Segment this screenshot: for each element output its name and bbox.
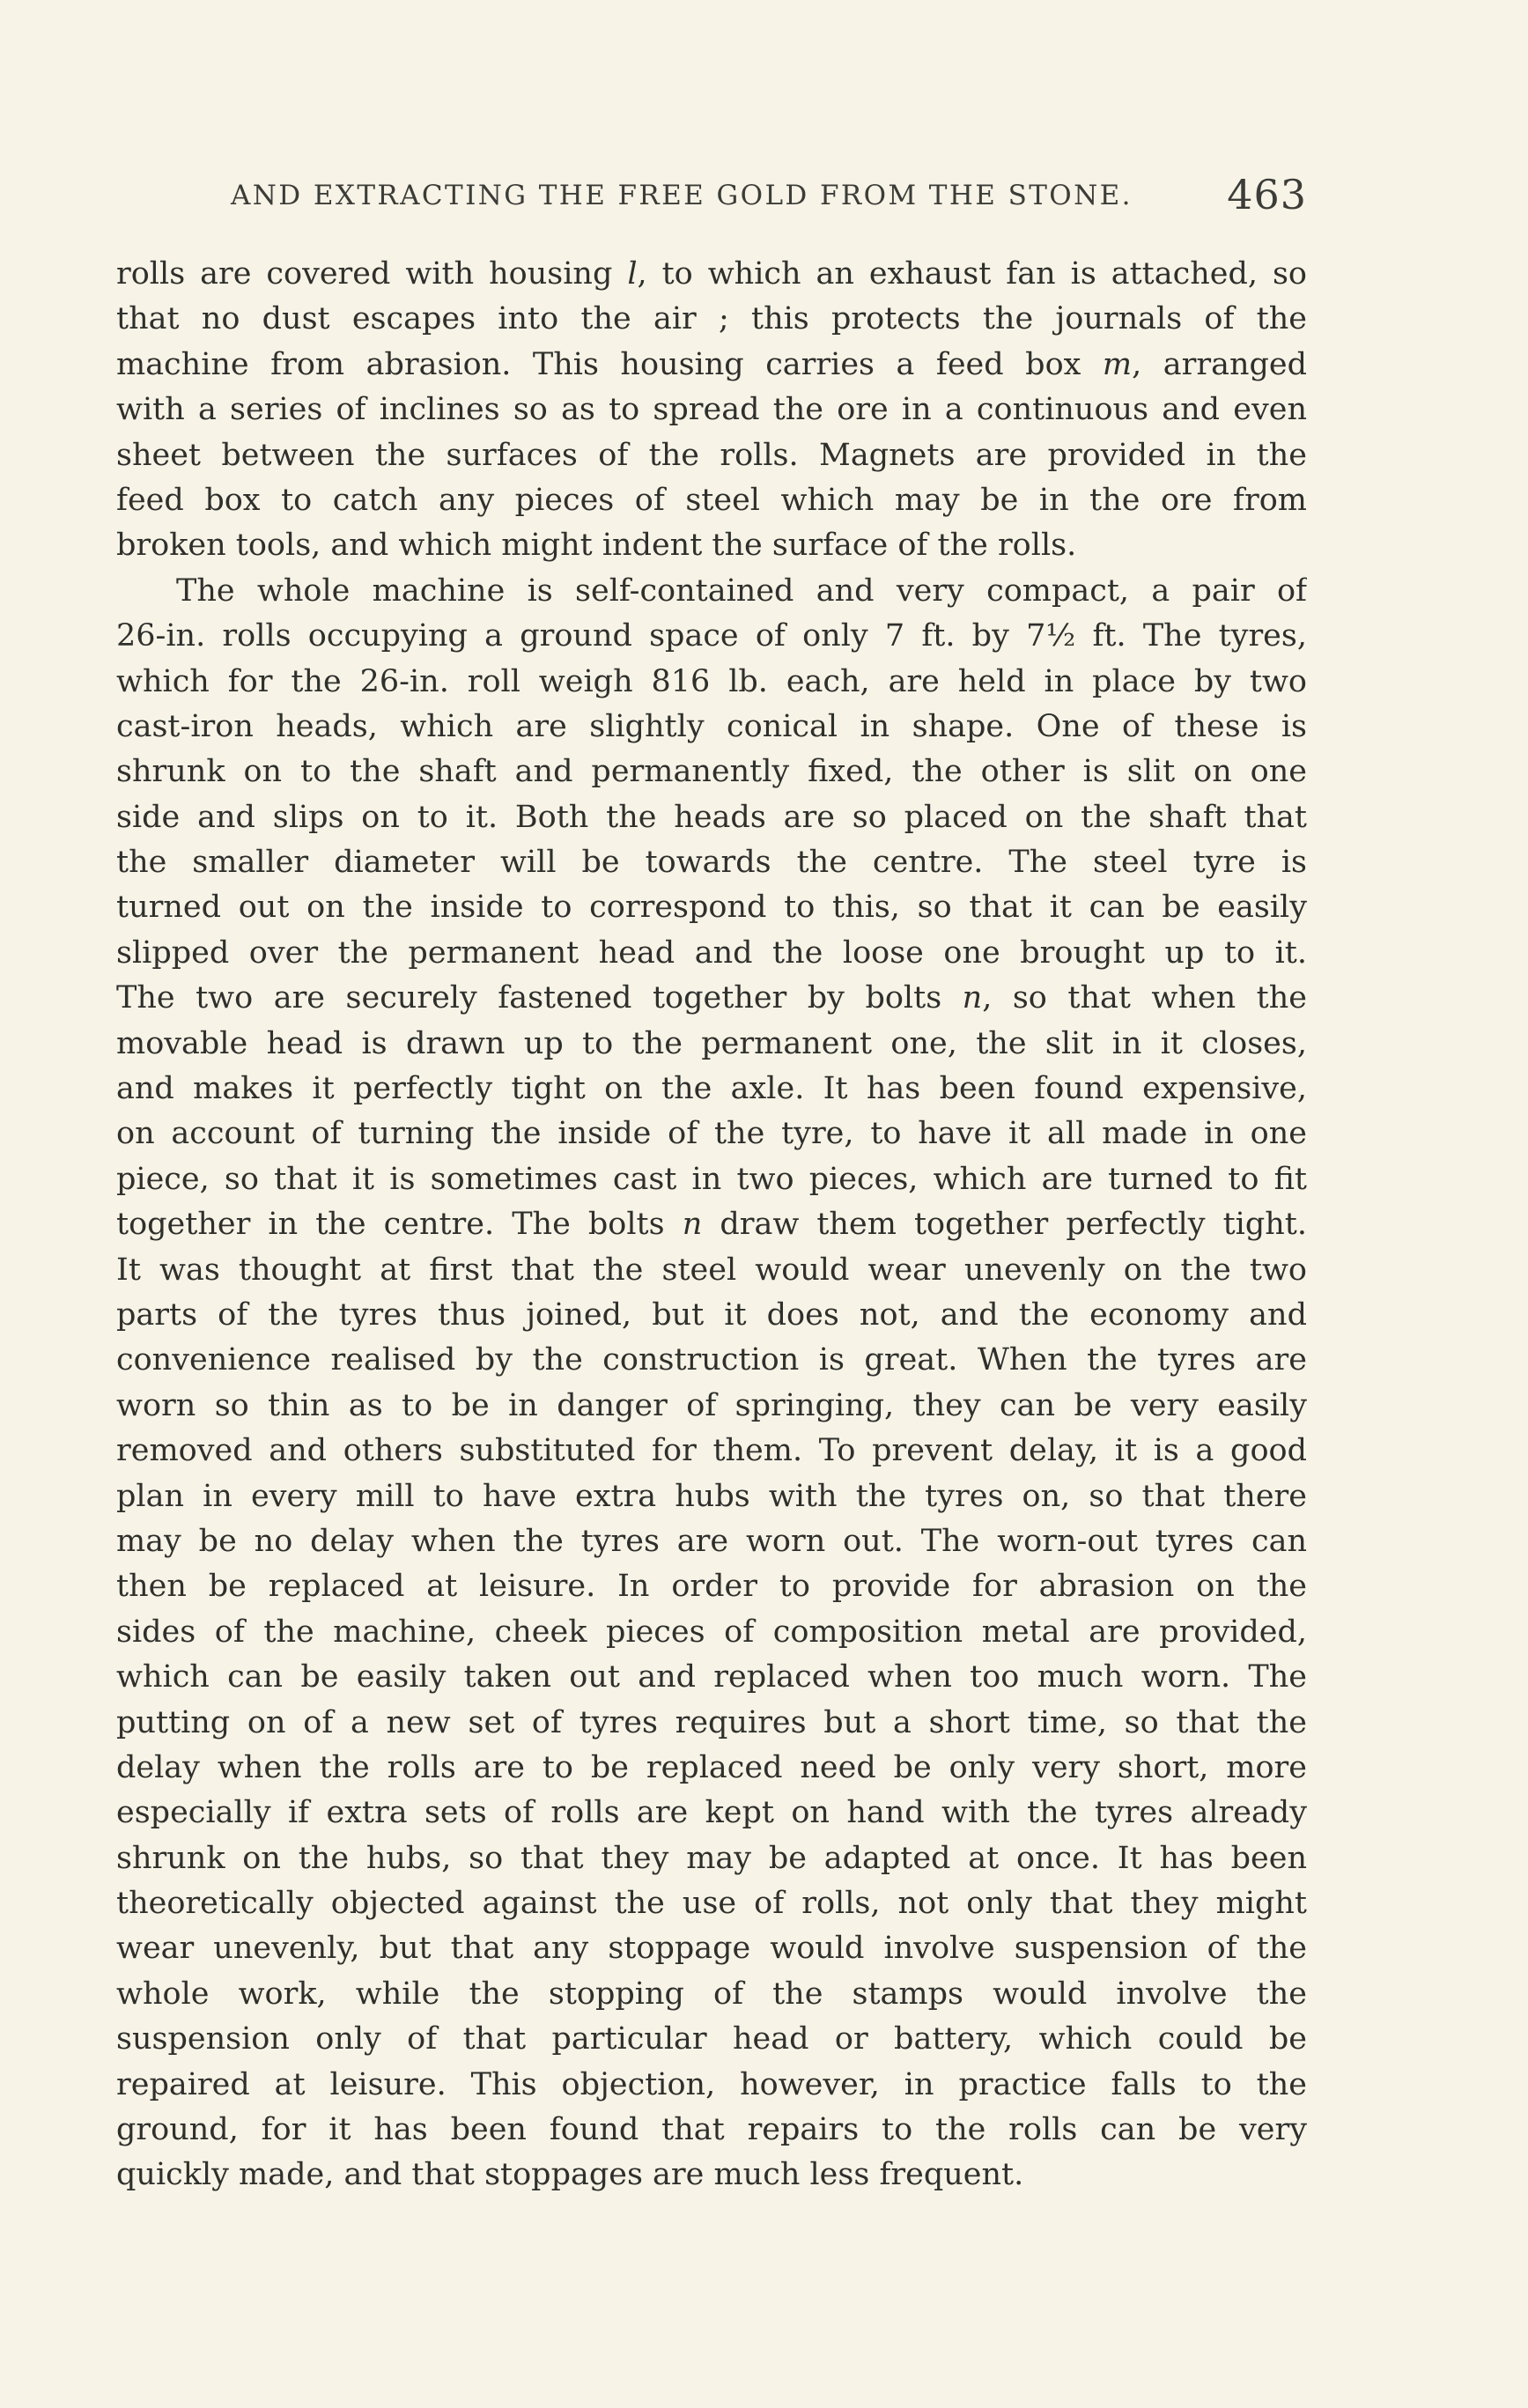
text-line [116,1610,1307,1655]
text-line [116,297,1307,342]
text-run: draw them together perfectly tight. [702,1207,1307,1243]
text-line [116,1474,1307,1519]
text-run: delay when the rolls are to be replaced need be only very short, more [116,1749,1307,1785]
text-line [116,478,1307,523]
text-run: side and slips on to it. Both the heads are so placed on the shaft that [116,799,1307,835]
text-run: The two are securely fastened together by bolts [116,980,963,1016]
text-run: , so that when the [982,980,1307,1016]
text-run: which for the 26-in. roll weigh 816 lb. each, are held in place by two [116,663,1307,699]
text-run: worn so thin as to be in danger of springing, they can be very easily [116,1387,1307,1423]
text-line [116,840,1307,885]
text-line [116,976,1307,1021]
text-run: 26-in. rolls occupying a ground space of only 7 ft. by 7½ ft. The tyres, [116,618,1307,654]
text-line [116,1655,1307,1700]
text-line [116,885,1307,930]
text-run: machine from abrasion. This housing carries a feed box [116,346,1103,382]
text-line [116,660,1307,705]
text-line [116,1791,1307,1836]
text-run: may be no delay when the tyres are worn out. The worn-out tyres can [116,1523,1307,1559]
text-line [116,795,1307,840]
text-run: sheet between the surfaces of the rolls. Magnets are provided in the [116,437,1307,473]
italic-letter: l [627,256,638,292]
page-number: 463 [1227,171,1307,218]
text-run: that no dust escapes into the air ; this protects the journals of the [116,301,1307,337]
text-line [116,2017,1307,2062]
text-run: slipped over the permanent head and the loose one brought up to it. [116,934,1307,971]
text-run: movable head is drawn up to the permanent one, the slit in it closes, [116,1025,1307,1061]
text-line [116,1881,1307,1926]
text-line [116,1972,1307,2017]
text-line [116,1926,1307,1971]
italic-letter: n [962,980,983,1016]
text-run: with a series of inclines so as to spread the ore in a continuous and even [116,392,1307,428]
text-run: piece, so that it is sometimes cast in two pieces, which are turned to fit [116,1161,1307,1197]
text-run: repaired at leisure. This objection, however, in practice falls to the [116,2066,1307,2102]
text-line [116,1519,1307,1564]
text-line [116,931,1307,976]
text-line [116,705,1307,750]
text-run: turned out on the inside to correspond to this, so that it can be easily [116,890,1307,926]
italic-letter: m [1102,346,1133,382]
text-line [116,1202,1307,1247]
text-run: wear unevenly, but that any stoppage would involve suspension of the [116,1931,1307,1967]
text-line [116,1338,1307,1383]
text-line [116,523,1307,568]
text-run: rolls are covered with housing [116,256,628,292]
text-line [116,1067,1307,1112]
text-run: , to which an exhaust fan is attached, so [637,256,1307,292]
text-run: parts of the tyres thus joined, but it does not, and the economy and [116,1296,1307,1333]
text-run: cast-iron heads, which are slightly conical in shape. One of these is [116,708,1307,744]
running-title: AND EXTRACTING THE FREE GOLD FROM THE STONE. [231,180,1133,211]
text-run: then be replaced at leisure. In order to provide for abrasion on the [116,1569,1307,1605]
text-run: It was thought at first that the steel would wear unevenly on the two [116,1252,1307,1288]
text-run: theoretically objected against the use of rolls, not only that they might [116,1886,1307,1922]
text-line [116,1429,1307,1474]
text-line [116,2108,1307,2153]
text-run: on account of turning the inside of the tyre, to have it all made in one [116,1116,1307,1152]
text-run: suspension only of that particular head or battery, which could be [116,2021,1307,2057]
text-run: ground, for it has been found that repairs to the rolls can be very [116,2112,1307,2148]
text-run: plan in every mill to have extra hubs with the tyres on, so that there [116,1478,1307,1514]
text-run: The whole machine is self-contained and very compact, a pair of [176,572,1307,609]
text-run: putting on of a new set of tyres requires but a short time, so that the [116,1704,1307,1740]
text-run: and makes it perfectly tight on the axle. It has been found expensive, [116,1071,1307,1107]
text-line [116,1564,1307,1609]
body-text [116,252,1307,2198]
text-run: together in the centre. The bolts [116,1207,683,1243]
text-line [116,1293,1307,1338]
text-line [116,433,1307,478]
text-run: whole work, while the stopping of the stamps would involve the [116,1976,1307,2012]
text-run: removed and others substituted for them. To prevent delay, it is a good [116,1433,1307,1469]
text-line [116,1112,1307,1156]
text-line [116,2153,1307,2197]
text-run: shrunk on the hubs, so that they may be adapted at once. It has been [116,1840,1307,1876]
text-line [116,1701,1307,1746]
text-line [116,1746,1307,1791]
text-run: the smaller diameter will be towards the centre. The steel tyre is [116,845,1307,881]
text-run: convenience realised by the construction is great. When the tyres are [116,1342,1307,1378]
text-line [116,750,1307,794]
text-line [116,2063,1307,2108]
text-run: quickly made, and that stoppages are much less frequent. [116,2157,1024,2193]
text-run: especially if extra sets of rolls are kept on hand with the tyres already [116,1795,1307,1831]
text-line [116,252,1307,297]
text-run: , arranged [1132,346,1307,382]
text-line [116,1157,1307,1202]
text-line [116,1248,1307,1293]
text-line [116,1384,1307,1429]
italic-letter: n [682,1207,703,1243]
text-line [116,343,1307,388]
text-run: which can be easily taken out and replaced when too much worn. The [116,1659,1307,1695]
text-run: feed box to catch any pieces of steel which may be in the ore from [116,482,1307,518]
text-line [116,1022,1307,1067]
text-run: sides of the machine, cheek pieces of composition metal are provided, [116,1614,1307,1650]
text-line [116,614,1307,659]
text-run: broken tools, and which might indent the surface of the rolls. [116,528,1077,564]
text-line [116,388,1307,432]
text-run: shrunk on to the shaft and permanently fixed, the other is slit on one [116,754,1307,790]
text-line [116,569,1307,614]
text-line [116,1836,1307,1881]
